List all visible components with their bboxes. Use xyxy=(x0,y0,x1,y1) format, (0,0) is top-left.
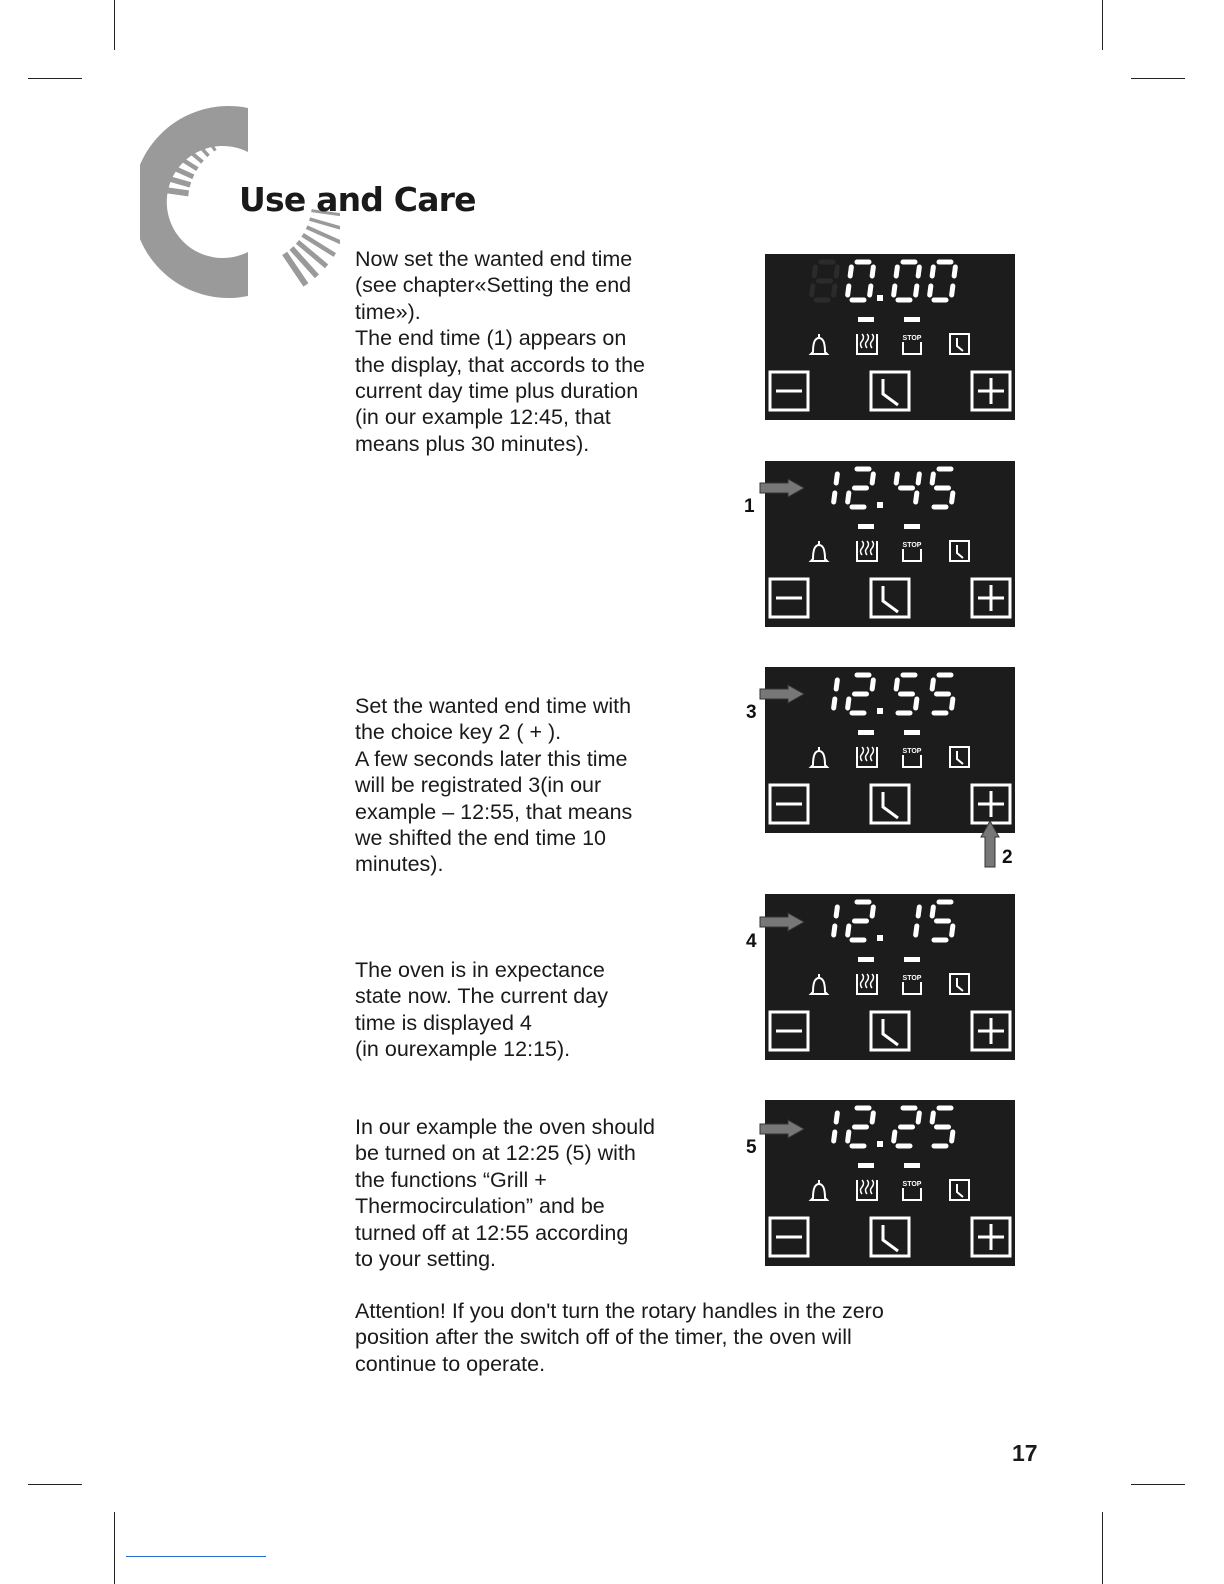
clock-button xyxy=(871,372,909,410)
display-segment xyxy=(896,680,897,689)
crop-mark xyxy=(1102,1512,1103,1584)
stop-label: STOP xyxy=(902,1181,922,1188)
heat-wave xyxy=(866,747,869,761)
indicator-bar xyxy=(904,524,920,529)
display-segment xyxy=(952,699,953,708)
display-segment xyxy=(894,1132,895,1141)
display-segment xyxy=(834,699,835,708)
display-segment xyxy=(916,493,917,502)
display-segment xyxy=(872,267,873,276)
display-segment xyxy=(932,267,933,276)
display-segment xyxy=(930,286,931,295)
crop-mark xyxy=(28,78,82,79)
heat-wave xyxy=(871,747,874,761)
clock-button-hand xyxy=(883,586,898,612)
display-dot xyxy=(877,935,883,941)
clock-button xyxy=(871,785,909,823)
display-segment xyxy=(834,493,835,502)
display-segment xyxy=(848,926,849,935)
callout-label: 1 xyxy=(744,496,755,517)
heat-wave xyxy=(866,974,869,988)
callout-label: 5 xyxy=(746,1137,757,1158)
bell-icon xyxy=(811,1184,827,1200)
display-segment xyxy=(848,1132,849,1141)
heat-wave xyxy=(871,1180,874,1194)
clock-button-hand xyxy=(883,792,898,818)
display-segment xyxy=(894,286,895,295)
bell-icon xyxy=(811,978,827,994)
bell-icon xyxy=(811,338,827,354)
clock-hand xyxy=(957,978,963,991)
clock-hand xyxy=(957,751,963,764)
display-segment xyxy=(834,286,835,295)
bell-icon xyxy=(811,545,827,561)
indicator-bar xyxy=(858,1163,874,1168)
page-title: Use and Care xyxy=(239,180,476,219)
display-segment xyxy=(836,267,837,276)
display-segment xyxy=(836,474,837,483)
clock-indicator-icon xyxy=(950,541,969,561)
crop-mark xyxy=(1131,78,1185,79)
callout-label: 3 xyxy=(746,702,757,723)
logo-crescent xyxy=(140,106,248,298)
display-segment xyxy=(916,286,917,295)
callout-arrow-up xyxy=(979,819,1001,869)
clock-button xyxy=(871,1012,909,1050)
heat-wave xyxy=(861,974,864,988)
display-dot xyxy=(877,295,883,301)
stop-label: STOP xyxy=(902,975,922,982)
stop-label: STOP xyxy=(902,542,922,549)
display-segment xyxy=(848,286,849,295)
display-segment xyxy=(872,474,873,483)
logo-ray xyxy=(310,219,340,229)
paragraph-end-time: Now set the wanted end time (see chapter«Setting the end time»). The end time (1) appears on the display, that accords to the current day time plus duration (in our example 12:45, that means plus 30 minutes). xyxy=(355,247,646,456)
heat-wave xyxy=(861,1180,864,1194)
callout-arrow xyxy=(758,1119,808,1139)
paragraph-example: In our example the oven should be turned on at 12:25 (5) with the functions “Grill + Thermocirculation” and be turned off at 12:55 according to your setting. xyxy=(355,1115,656,1272)
display-segment xyxy=(918,267,919,276)
display-segment xyxy=(952,493,953,502)
display-segment xyxy=(872,680,873,689)
paragraph-expectance: The oven is in expectance state now. The current day time is displayed 4 (in ourexample 12:15). xyxy=(355,958,608,1062)
display-segment xyxy=(834,926,835,935)
clock-hand xyxy=(957,545,963,558)
clock-button-hand xyxy=(883,1019,898,1045)
display-segment xyxy=(916,926,917,935)
clock-indicator-icon xyxy=(950,747,969,767)
display-segment xyxy=(918,907,919,916)
paragraph-set-end-time: Set the wanted end time with the choice key 2 ( + ). A few seconds later this time will be registrated 3(in our example – 12:55, that means we shifted the end time 10 minutes). xyxy=(355,694,633,877)
stop-icon xyxy=(903,1188,921,1200)
display-segment xyxy=(932,907,933,916)
display-segment xyxy=(814,267,815,276)
display-segment xyxy=(954,267,955,276)
clock-indicator-icon xyxy=(950,974,969,994)
crop-mark xyxy=(1131,1484,1185,1485)
heat-wave xyxy=(861,541,864,555)
display-segment xyxy=(836,907,837,916)
heat-wave xyxy=(866,334,869,348)
clock-hand xyxy=(957,1184,963,1197)
heat-wave xyxy=(861,747,864,761)
callout-arrow xyxy=(758,912,808,932)
display-segment xyxy=(918,474,919,483)
display-segment xyxy=(896,267,897,276)
clock-button xyxy=(871,1218,909,1256)
display-segment xyxy=(872,907,873,916)
indicator-bar xyxy=(858,317,874,322)
clock-indicator-icon xyxy=(950,334,969,354)
timer-panel xyxy=(765,254,1015,420)
stop-icon xyxy=(903,982,921,994)
callout-label: 4 xyxy=(746,931,757,952)
display-segment xyxy=(952,286,953,295)
heat-wave xyxy=(866,541,869,555)
crop-mark xyxy=(1102,0,1103,50)
heat-wave xyxy=(861,334,864,348)
display-segment xyxy=(848,699,849,708)
clock-indicator-icon xyxy=(950,1180,969,1200)
display-segment xyxy=(916,699,917,708)
callout-label: 2 xyxy=(1002,847,1013,868)
stop-label: STOP xyxy=(902,748,922,755)
display-segment xyxy=(834,1132,835,1141)
crop-mark xyxy=(28,1484,82,1485)
display-segment xyxy=(836,1113,837,1122)
indicator-bar xyxy=(858,730,874,735)
stop-icon xyxy=(903,755,921,767)
paragraph-attention: Attention! If you don't turn the rotary handles in the zero position after the switch off of the timer, the oven will continue to operate. xyxy=(355,1299,884,1376)
indicator-bar xyxy=(904,317,920,322)
display-segment xyxy=(870,286,871,295)
indicator-bar xyxy=(904,730,920,735)
clock-hand xyxy=(957,338,963,351)
indicator-bar xyxy=(858,957,874,962)
display-dot xyxy=(877,502,883,508)
stop-icon xyxy=(903,549,921,561)
indicator-bar xyxy=(904,957,920,962)
bell-icon xyxy=(811,751,827,767)
crop-mark xyxy=(114,0,115,50)
stop-icon xyxy=(903,342,921,354)
display-segment xyxy=(952,926,953,935)
display-segment xyxy=(952,1132,953,1141)
callout-arrow xyxy=(758,684,808,704)
clock-button-hand xyxy=(883,379,898,405)
heat-wave xyxy=(871,334,874,348)
display-segment xyxy=(932,474,933,483)
display-segment xyxy=(918,1113,919,1122)
indicator-bar xyxy=(904,1163,920,1168)
clock-button-hand xyxy=(883,1225,898,1251)
indicator-bar xyxy=(858,524,874,529)
heat-wave xyxy=(866,1180,869,1194)
display-dot xyxy=(877,1141,883,1147)
heat-wave xyxy=(871,541,874,555)
stop-label: STOP xyxy=(902,335,922,342)
display-segment xyxy=(896,474,897,483)
crop-mark xyxy=(114,1512,115,1584)
page-number: 17 xyxy=(1012,1440,1038,1466)
display-segment xyxy=(932,680,933,689)
display-segment xyxy=(836,680,837,689)
display-segment xyxy=(872,1113,873,1122)
footer-rule xyxy=(126,1556,266,1557)
display-segment xyxy=(932,1113,933,1122)
heat-wave xyxy=(871,974,874,988)
callout-arrow xyxy=(758,478,808,498)
clock-button xyxy=(871,579,909,617)
display-segment xyxy=(812,286,813,295)
display-segment xyxy=(850,267,851,276)
display-segment xyxy=(848,493,849,502)
display-dot xyxy=(877,708,883,714)
